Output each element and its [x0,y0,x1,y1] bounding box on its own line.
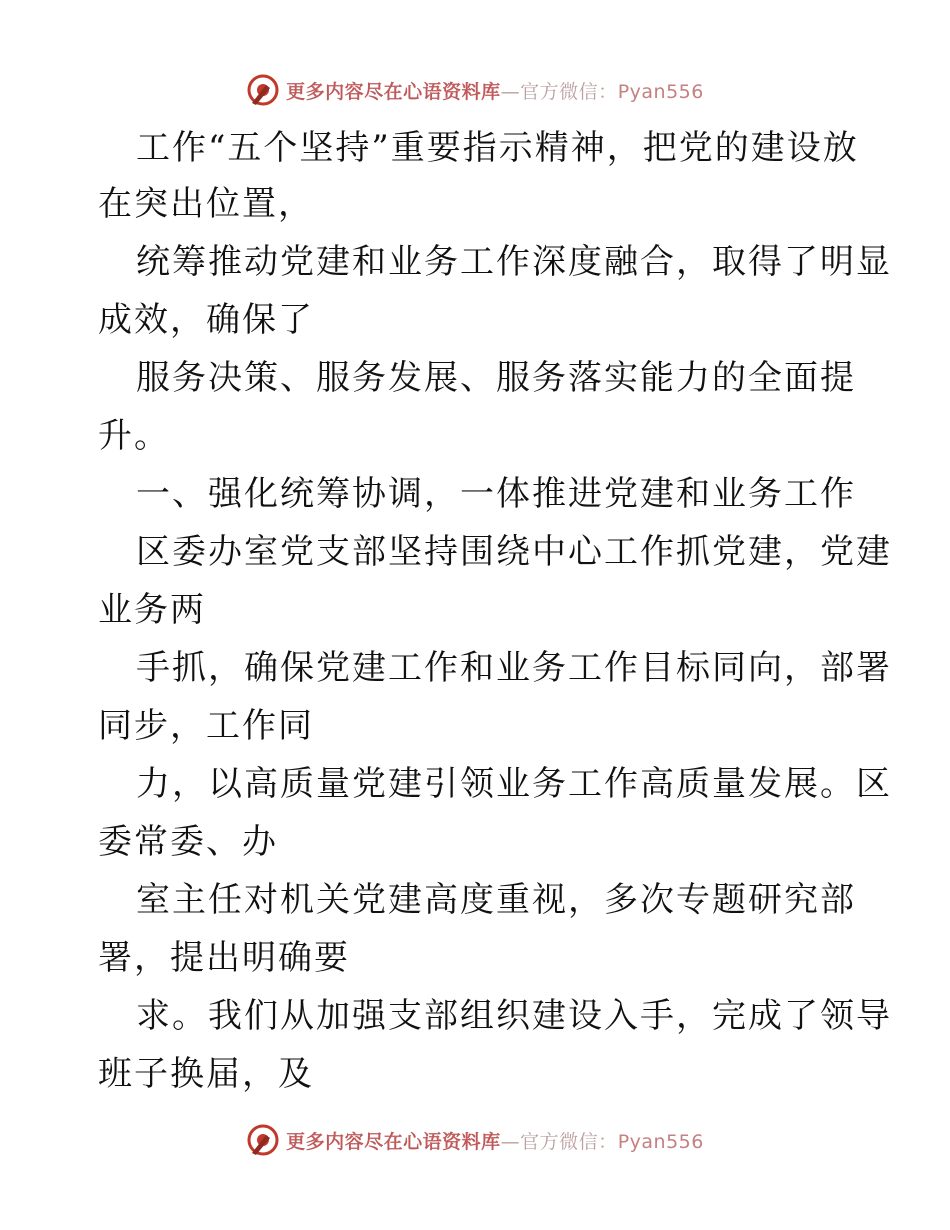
footer-banner-content [246,1123,704,1157]
body-line: 升。 [98,416,170,456]
footer-wechat-id: Pyan556 [617,1130,704,1153]
footer-banner [0,1120,950,1160]
header-banner [0,70,950,110]
body-line: 在突出位置， [98,184,314,224]
body-line: 服务决策、服务发展、服务落实能力的全面提 [136,358,856,398]
body-line: 手抓，确保党建工作和业务工作目标同向，部署 [136,648,892,688]
body-line: 工作“五个坚持”重要指示精神，把党的建设放 [136,128,859,168]
body-line: 同步，工作同 [98,706,314,746]
footer-official: 官方微信： [520,1130,618,1153]
body-line: 班子换届，及 [98,1054,314,1094]
body-line: 求。我们从加强支部组织建设入手，完成了领导 [136,996,892,1036]
footer-text [286,1127,704,1154]
body-line: 室主任对机关党建高度重视，多次专题研究部 [136,880,856,920]
body-line: 委常委、办 [98,822,278,862]
footer-dash: — [500,1130,521,1153]
body-line: 统筹推动党建和业务工作深度融合，取得了明显 [136,242,892,282]
body-line: 业务两 [98,590,206,630]
body-line: 区委办室党支部坚持围绕中心工作抓党建，党建 [136,532,892,572]
body-line: 署，提出明确要 [98,938,350,978]
pen-logo-icon [246,73,280,107]
section-heading: 一、强化统筹协调，一体推进党建和业务工作 [136,474,856,514]
header-brand: 更多内容尽在心语资料库 [286,80,501,103]
body-line: 力，以高质量党建引领业务工作高质量发展。区 [136,764,892,804]
header-wechat-id: Pyan556 [617,80,704,103]
header-dash: — [500,80,521,103]
header-official: 官方微信： [520,80,618,103]
footer-brand: 更多内容尽在心语资料库 [286,1130,501,1153]
pen-logo-icon [246,1123,280,1157]
header-text [286,77,704,104]
body-line: 成效，确保了 [98,300,314,340]
header-banner-content [246,73,704,107]
